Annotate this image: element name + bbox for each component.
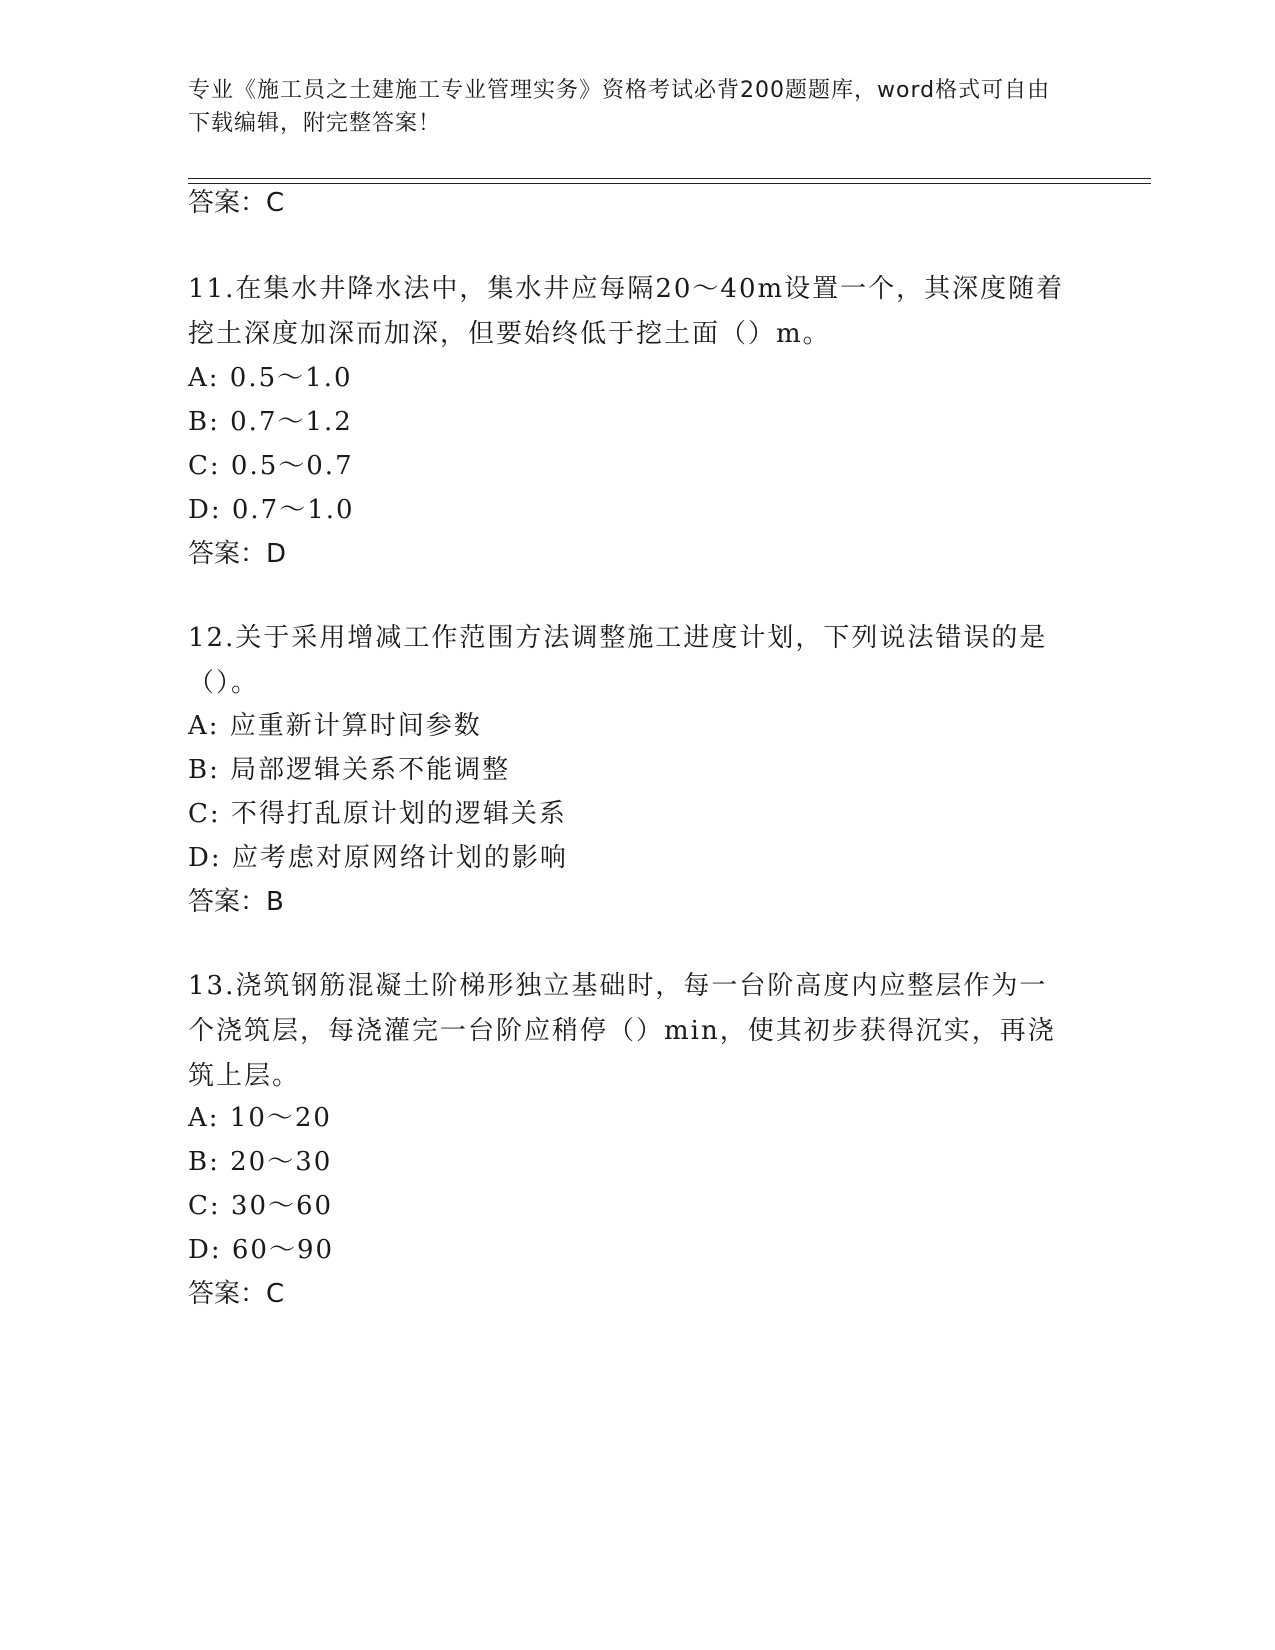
question-12-option-a: A: 应重新计算时间参数 — [188, 711, 482, 741]
document-header: 专业《施工员之土建施工专业管理实务》资格考试必背200题题库，word格式可自由下载编辑，附完整答案！ — [188, 78, 1051, 136]
question-11-option-a: A: 0.5～1.0 — [188, 363, 353, 393]
question-12-option-d: D: 应考虑对原网络计划的影响 — [188, 843, 568, 873]
header-rule-top — [188, 178, 1151, 179]
question-13-text: 13.浇筑钢筋混凝土阶梯形独立基础时，每一台阶高度内应整层作为一个浇筑层，每浇灌完一台阶应稍停（）min，使其初步获得沉实，再浇筑上层。 — [188, 971, 1056, 1091]
header-rule-bottom — [188, 183, 1151, 184]
question-12-answer: 答案：B — [188, 887, 284, 917]
question-13-answer: 答案：C — [188, 1279, 285, 1309]
question-11-option-d: D: 0.7～1.0 — [188, 495, 355, 525]
question-11-option-c: C: 0.5～0.7 — [188, 451, 354, 481]
question-13-option-a: A: 10～20 — [188, 1103, 332, 1133]
question-13-option-d: D: 60～90 — [188, 1235, 335, 1265]
question-13-option-c: C: 30～60 — [188, 1191, 334, 1221]
question-12-option-b: B: 局部逻辑关系不能调整 — [188, 755, 511, 785]
question-12-option-c: C: 不得打乱原计划的逻辑关系 — [188, 799, 567, 829]
answer-previous: 答案：C — [188, 188, 285, 218]
question-11-option-b: B: 0.7～1.2 — [188, 407, 353, 437]
question-11-answer: 答案：D — [188, 539, 287, 569]
question-12-text: 12.关于采用增减工作范围方法调整施工进度计划，下列说法错误的是（）。 — [188, 623, 1048, 698]
question-11-text: 11.在集水井降水法中，集水井应每隔20～40m设置一个，其深度随着挖土深度加深而加深，但要始终低于挖土面（）m。 — [188, 274, 1065, 349]
question-13-option-b: B: 20～30 — [188, 1147, 333, 1177]
